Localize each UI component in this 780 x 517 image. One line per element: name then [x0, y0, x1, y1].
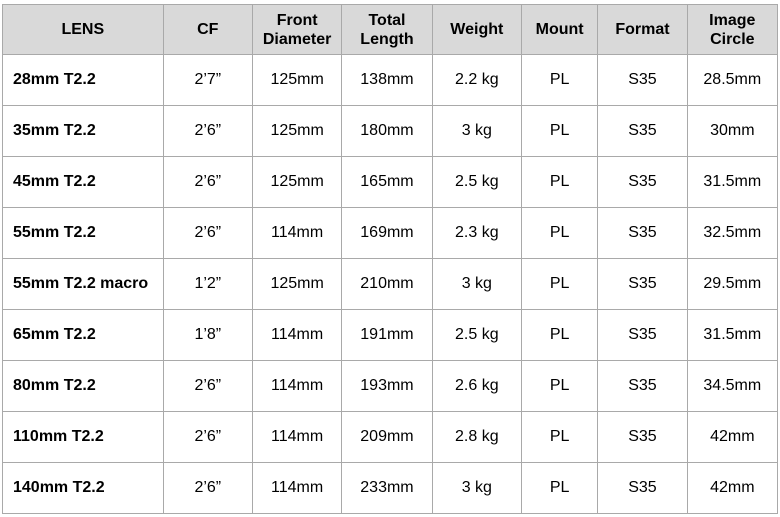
cell-total-length: 233mm — [342, 463, 432, 514]
cell-front-diameter: 114mm — [252, 361, 341, 412]
cell-mount: PL — [521, 55, 597, 106]
cell-weight: 2.5 kg — [432, 157, 521, 208]
cell-format: S35 — [598, 106, 687, 157]
cell-format: S35 — [598, 310, 687, 361]
column-header-weight — [432, 5, 521, 55]
cell-mount: PL — [521, 361, 597, 412]
cell-total-length: 169mm — [342, 208, 432, 259]
cell-lens: 55mm T2.2 macro — [3, 259, 164, 310]
column-header-front-diameter — [252, 5, 341, 55]
cell-image-circle: 28.5mm — [687, 55, 777, 106]
cell-lens: 28mm T2.2 — [3, 55, 164, 106]
cell-weight: 3 kg — [432, 463, 521, 514]
cell-mount: PL — [521, 310, 597, 361]
table-row — [3, 412, 778, 463]
cell-mount: PL — [521, 412, 597, 463]
column-header-line: Total — [368, 11, 406, 29]
cell-image-circle: 30mm — [687, 106, 777, 157]
cell-lens: 65mm T2.2 — [3, 310, 164, 361]
cell-total-length: 193mm — [342, 361, 432, 412]
cell-format: S35 — [598, 412, 687, 463]
cell-total-length: 209mm — [342, 412, 432, 463]
lens-spec-table — [2, 4, 778, 514]
cell-mount: PL — [521, 106, 597, 157]
cell-lens: 110mm T2.2 — [3, 412, 164, 463]
cell-front-diameter: 114mm — [252, 412, 341, 463]
cell-weight: 2.2 kg — [432, 55, 521, 106]
cell-front-diameter: 125mm — [252, 259, 341, 310]
cell-weight: 2.8 kg — [432, 412, 521, 463]
column-header-cf — [163, 5, 252, 55]
table-body — [3, 55, 778, 514]
column-header-line: Front — [276, 11, 318, 29]
column-header-lens — [3, 5, 164, 55]
column-header-line: Mount — [535, 21, 584, 38]
cell-cf: 2’7” — [163, 55, 252, 106]
cell-image-circle: 42mm — [687, 463, 777, 514]
cell-weight: 3 kg — [432, 106, 521, 157]
cell-total-length: 165mm — [342, 157, 432, 208]
column-header-line: LENS — [61, 21, 105, 38]
header-row — [3, 5, 778, 55]
cell-format: S35 — [598, 463, 687, 514]
cell-weight: 2.6 kg — [432, 361, 521, 412]
cell-format: S35 — [598, 55, 687, 106]
cell-image-circle: 42mm — [687, 412, 777, 463]
cell-cf: 2’6” — [163, 208, 252, 259]
cell-cf: 2’6” — [163, 157, 252, 208]
column-header-line: Image — [709, 11, 756, 29]
cell-front-diameter: 114mm — [252, 310, 341, 361]
column-header-line: Diameter — [262, 30, 332, 48]
table-row — [3, 157, 778, 208]
column-header-line: CF — [197, 21, 219, 38]
cell-total-length: 210mm — [342, 259, 432, 310]
table-row — [3, 463, 778, 514]
column-header-line: Length — [360, 30, 414, 48]
cell-cf: 1’2” — [163, 259, 252, 310]
cell-lens: 140mm T2.2 — [3, 463, 164, 514]
cell-lens: 45mm T2.2 — [3, 157, 164, 208]
cell-image-circle: 32.5mm — [687, 208, 777, 259]
cell-front-diameter: 125mm — [252, 157, 341, 208]
cell-cf: 2’6” — [163, 106, 252, 157]
column-header-line: Format — [615, 21, 670, 38]
column-header-line: Circle — [710, 30, 755, 48]
table-header — [3, 5, 778, 55]
column-header-line: Weight — [450, 21, 504, 38]
cell-mount: PL — [521, 463, 597, 514]
cell-front-diameter: 125mm — [252, 55, 341, 106]
table-row — [3, 208, 778, 259]
cell-front-diameter: 114mm — [252, 463, 341, 514]
cell-lens: 80mm T2.2 — [3, 361, 164, 412]
cell-cf: 1’8” — [163, 310, 252, 361]
column-header-image-circle — [687, 5, 777, 55]
table-row — [3, 106, 778, 157]
table-row — [3, 259, 778, 310]
cell-image-circle: 29.5mm — [687, 259, 777, 310]
cell-format: S35 — [598, 208, 687, 259]
cell-total-length: 138mm — [342, 55, 432, 106]
cell-cf: 2’6” — [163, 412, 252, 463]
cell-format: S35 — [598, 157, 687, 208]
cell-mount: PL — [521, 157, 597, 208]
cell-total-length: 180mm — [342, 106, 432, 157]
cell-lens: 35mm T2.2 — [3, 106, 164, 157]
column-header-mount — [521, 5, 597, 55]
table-row — [3, 310, 778, 361]
cell-mount: PL — [521, 259, 597, 310]
cell-format: S35 — [598, 259, 687, 310]
cell-format: S35 — [598, 361, 687, 412]
cell-weight: 2.5 kg — [432, 310, 521, 361]
column-header-total-length — [342, 5, 432, 55]
cell-front-diameter: 114mm — [252, 208, 341, 259]
cell-cf: 2’6” — [163, 463, 252, 514]
table-row — [3, 361, 778, 412]
table-row — [3, 55, 778, 106]
cell-weight: 2.3 kg — [432, 208, 521, 259]
cell-image-circle: 31.5mm — [687, 157, 777, 208]
cell-front-diameter: 125mm — [252, 106, 341, 157]
cell-total-length: 191mm — [342, 310, 432, 361]
cell-weight: 3 kg — [432, 259, 521, 310]
cell-mount: PL — [521, 208, 597, 259]
column-header-format — [598, 5, 687, 55]
cell-image-circle: 31.5mm — [687, 310, 777, 361]
cell-image-circle: 34.5mm — [687, 361, 777, 412]
cell-cf: 2’6” — [163, 361, 252, 412]
cell-lens: 55mm T2.2 — [3, 208, 164, 259]
